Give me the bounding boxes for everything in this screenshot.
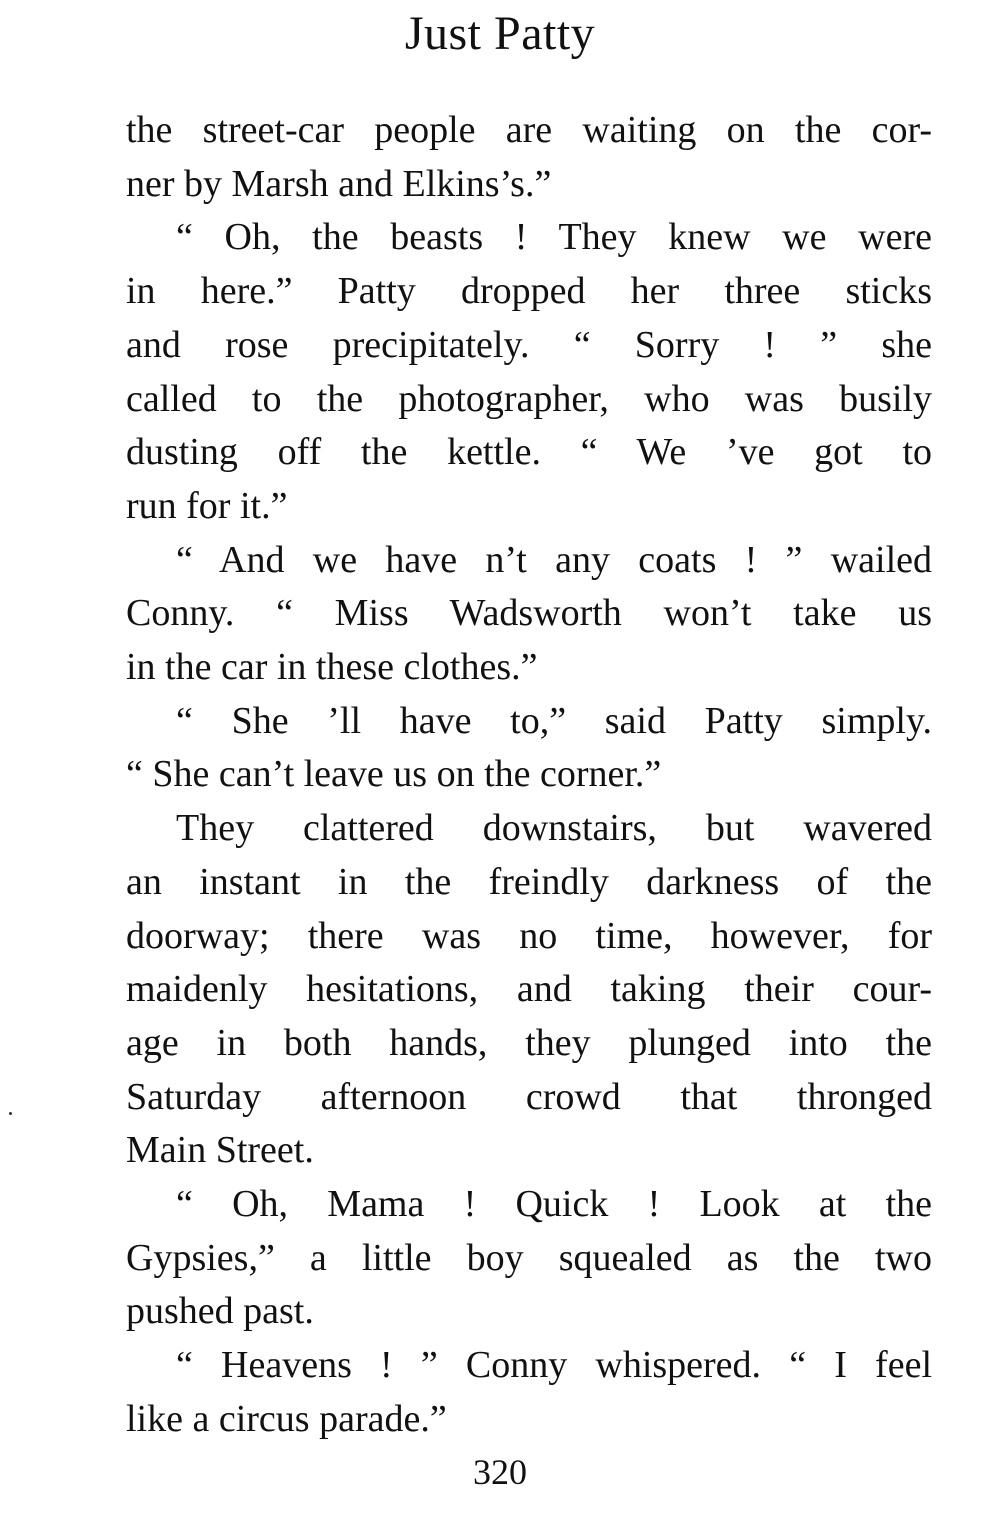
paragraph (126, 1178, 932, 1339)
paragraph (126, 802, 932, 1178)
text-line: “ And we have n’t any coats ! ” wailed (176, 538, 932, 581)
text-line: Main Street. (126, 1129, 314, 1172)
text-line: pushed past. (126, 1290, 314, 1333)
body-text (126, 104, 932, 1447)
paragraph (126, 104, 932, 211)
text-line: ner by Marsh and Elkins’s.” (126, 162, 552, 205)
print-speck (9, 1112, 12, 1115)
text-line: doorway; there was no time, however, for (126, 914, 932, 957)
text-line: Saturday afternoon crowd that thronged (126, 1075, 932, 1118)
text-line: in here.” Patty dropped her three sticks (126, 270, 932, 313)
text-line: “ She can’t leave us on the corner.” (126, 753, 662, 796)
text-line: maidenly hesitations, and taking their cour- (126, 968, 932, 1011)
text-line: the street-car people are waiting on the cor- (126, 109, 932, 151)
page-number: 320 (473, 1452, 527, 1492)
text-line: and rose precipitately. “ Sorry ! ” she (126, 323, 932, 366)
text-line: They clattered downstairs, but wavered (176, 807, 932, 850)
text-line: Conny. “ Miss Wadsworth won’t take us (126, 592, 932, 635)
text-line: “ Oh, the beasts ! They knew we were (176, 216, 932, 259)
text-line: “ Heavens ! ” Conny whispered. “ I feel (176, 1344, 932, 1387)
text-line: “ She ’ll have to,” said Patty simply. (176, 699, 932, 742)
text-line: “ Oh, Mama ! Quick ! Look at the (176, 1183, 932, 1226)
paragraph (126, 211, 932, 533)
text-line: called to the photographer, who was busily (126, 377, 932, 420)
paragraph (126, 695, 932, 802)
paragraph (126, 534, 932, 695)
text-line: dusting off the kettle. “ We ’ve got to (126, 431, 932, 474)
text-line: in the car in these clothes.” (126, 646, 538, 689)
running-head: Just Patty (404, 7, 596, 60)
text-line: like a circus parade.” (126, 1397, 447, 1440)
text-line: Gypsies,” a little boy squealed as the two (126, 1236, 932, 1279)
text-line: an instant in the freindly darkness of the (126, 860, 932, 903)
paragraph (126, 1339, 932, 1446)
text-line: age in both hands, they plunged into the (126, 1021, 932, 1064)
text-line: run for it.” (126, 484, 288, 527)
